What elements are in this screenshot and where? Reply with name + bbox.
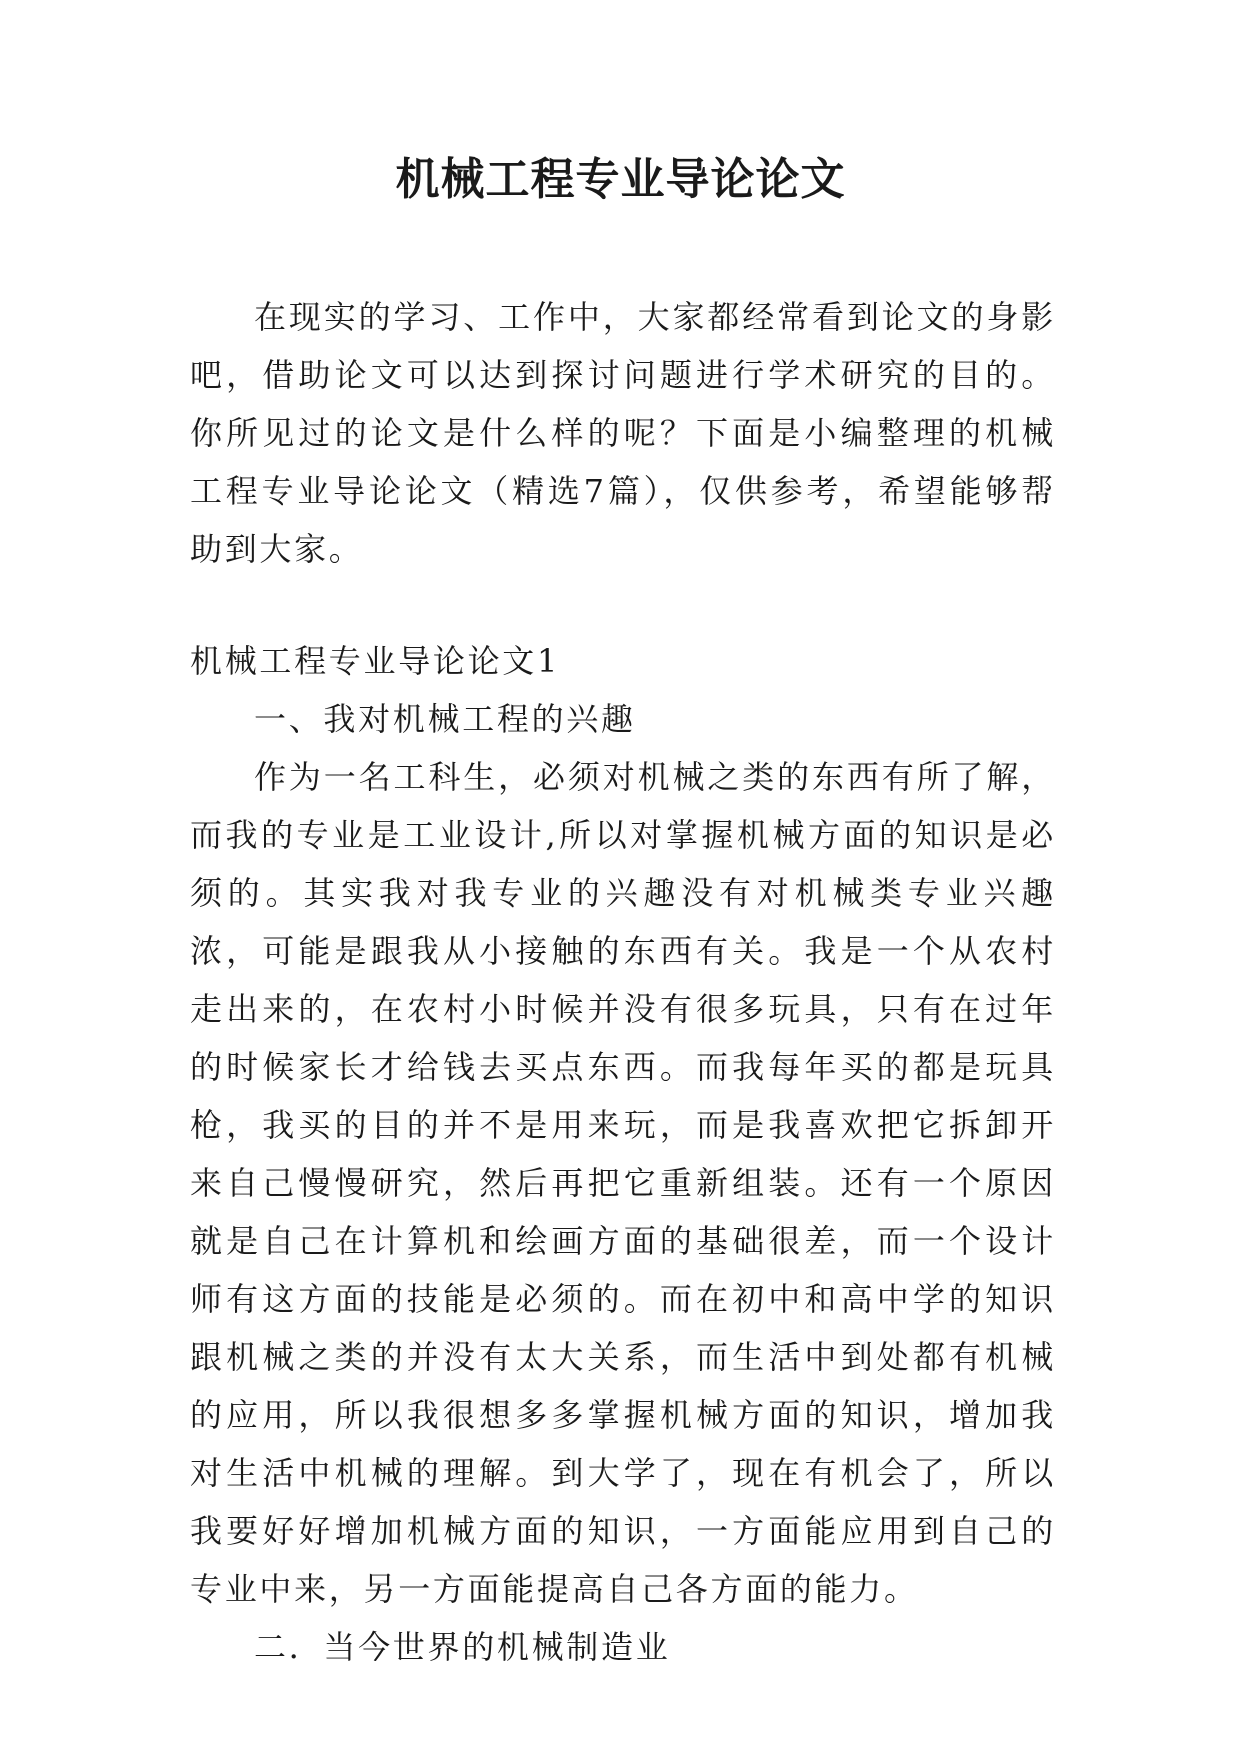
document-body xyxy=(190,288,1056,1676)
subheading-interest: 一、我对机械工程的兴趣 xyxy=(254,700,636,738)
subheading-manufacturing: 二．当今世界的机械制造业 xyxy=(254,1628,671,1666)
section-title: 机械工程专业导论论文1 xyxy=(190,642,561,680)
body-paragraph: 作为一名工科生，必须对机械之类的东西有所了解，而我的专业是工业设计,所以对掌握机械方面的知识是必须的。其实我对我专业的兴趣没有对机械类专业兴趣浓，可能是跟我从小接触的东西有关。我是一个从农村走出来的，在农村小时候并没有很多玩具，只有在过年的时候家长才给钱去买点东西。而我每年买的都是玩具枪，我买的目的并不是用来玩，而是我喜欢把它拆卸开来自己慢慢研究，然后再把它重新组装。还有一个原因就是自己在计算机和绘画方面的基础很差，而一个设计师有这方面的技能是必须的。而在初中和高中学的知识跟机械之类的并没有太大关系，而生活中到处都有机械的应用，所以我很想多多掌握机械方面的知识，增加我对生活中机械的理解。到大学了，现在有机会了，所以我要好好增加机械方面的知识，一方面能应用到自己的专业中来，另一方面能提高自己各方面的能力。 xyxy=(190,758,1056,1608)
intro-paragraph: 在现实的学习、工作中，大家都经常看到论文的身影吧，借助论文可以达到探讨问题进行学术研究的目的。你所见过的论文是什么样的呢？下面是小编整理的机械工程专业导论论文（精选7篇），仅供参考，希望能够帮助到大家。 xyxy=(190,298,1056,568)
document-title: 机械工程专业导论论文 xyxy=(395,154,846,205)
